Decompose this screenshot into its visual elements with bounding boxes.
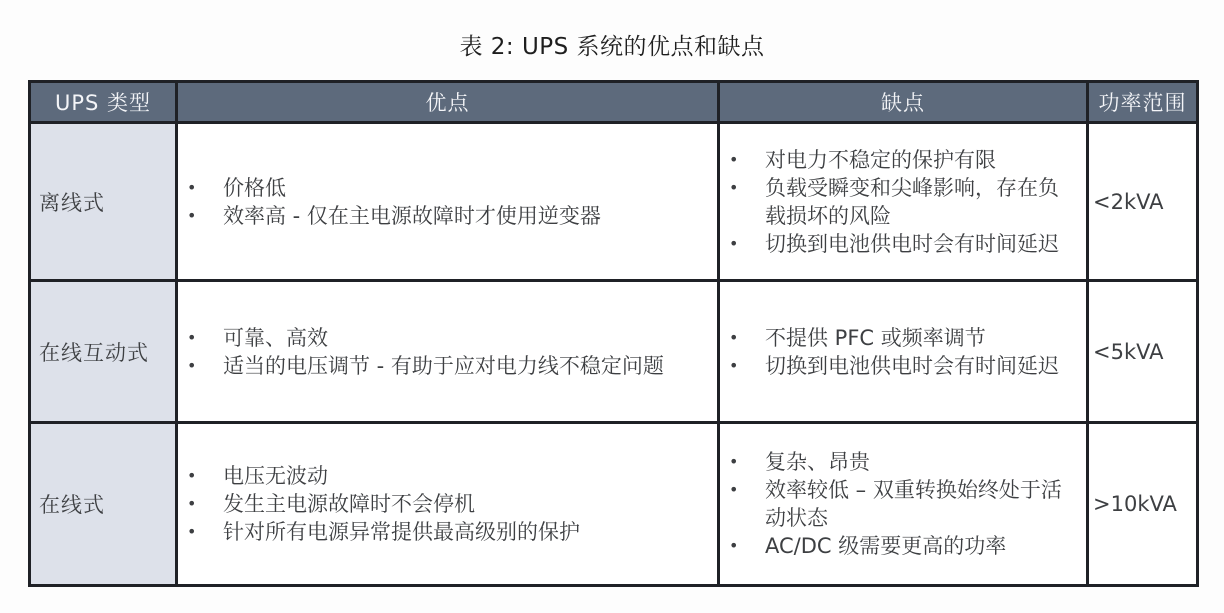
cell-power-range: <2kVA — [1088, 123, 1198, 281]
bullet-icon: • — [187, 466, 197, 485]
bullet-item — [184, 352, 699, 380]
bullet-icon: • — [729, 480, 739, 499]
bullet-text: 电压无波动 — [223, 464, 328, 488]
bullet-text: 发生主电源故障时不会停机 — [223, 492, 475, 516]
bullet-icon: • — [729, 233, 739, 253]
cons-list — [726, 324, 1068, 380]
table-header-row — [30, 82, 1198, 123]
bullet-icon: • — [187, 205, 197, 225]
bullet-text: 对电力不稳定的保护有限 — [765, 147, 996, 172]
cell-power-range: >10kVA — [1088, 423, 1198, 586]
bullet-text: AC/DC 级需要更高的功率 — [765, 534, 1007, 558]
table-row-offline — [30, 123, 1198, 281]
bullet-text: 切换到电池供电时会有时间延迟 — [765, 231, 1059, 256]
bullet-item — [184, 202, 699, 230]
bullet-text: 不提供 PFC 或频率调节 — [765, 325, 986, 350]
bullet-text: 效率高 - 仅在主电源故障时才使用逆变器 — [223, 203, 601, 228]
cell-cons — [719, 281, 1088, 423]
bullet-item — [726, 230, 1068, 258]
bullet-icon: • — [187, 177, 197, 197]
bullet-text: 效率较低 – 双重转换始终处于活动状态 — [765, 478, 1062, 530]
bullet-item — [184, 324, 699, 352]
cons-list — [726, 448, 1068, 560]
bullet-icon: • — [729, 355, 739, 375]
pros-list — [184, 462, 699, 546]
table-title: 表 2: UPS 系统的优点和缺点 — [459, 34, 765, 60]
bullet-text: 价格低 — [223, 175, 286, 200]
bullet-item — [726, 532, 1068, 560]
bullet-icon: • — [729, 536, 739, 555]
table-row-line-interactive — [30, 281, 1198, 423]
bullet-icon: • — [187, 494, 197, 513]
bullet-item — [726, 324, 1068, 352]
cell-pros — [177, 281, 719, 423]
bullet-item — [726, 476, 1068, 532]
bullet-text: 针对所有电源异常提供最高级别的保护 — [223, 520, 580, 544]
bullet-icon: • — [187, 522, 197, 541]
bullet-text: 复杂、昂贵 — [765, 450, 870, 474]
bullet-icon: • — [729, 177, 739, 197]
bullet-text: 切换到电池供电时会有时间延迟 — [765, 353, 1059, 378]
bullet-icon: • — [729, 327, 739, 347]
bullet-item — [726, 352, 1068, 380]
cell-power-range: <5kVA — [1088, 281, 1198, 423]
bullet-item — [726, 174, 1068, 230]
bullet-text: 负载受瞬变和尖峰影响，存在负载损坏的风险 — [765, 175, 1059, 228]
header-cons: 缺点 — [719, 82, 1088, 123]
cons-list — [726, 146, 1068, 258]
bullet-text: 适当的电压调节 - 有助于应对电力线不稳定问题 — [223, 353, 664, 378]
cell-cons — [719, 423, 1088, 586]
header-pros: 优点 — [177, 82, 719, 123]
bullet-icon: • — [729, 149, 739, 169]
bullet-item — [184, 174, 699, 202]
cell-ups-type: 离线式 — [30, 123, 177, 281]
bullet-item — [726, 448, 1068, 476]
table-row-online — [30, 423, 1198, 586]
bullet-icon: • — [729, 452, 739, 471]
header-ups-type: UPS 类型 — [30, 82, 177, 123]
cell-cons — [719, 123, 1088, 281]
cell-pros — [177, 423, 719, 586]
pros-list — [184, 324, 699, 380]
bullet-item — [184, 490, 699, 518]
bullet-icon: • — [187, 327, 197, 347]
bullet-item — [726, 146, 1068, 174]
bullet-icon: • — [187, 355, 197, 375]
bullet-item — [184, 518, 699, 546]
cell-ups-type: 在线互动式 — [30, 281, 177, 423]
cell-ups-type: 在线式 — [30, 423, 177, 586]
ups-comparison-table — [28, 80, 1199, 587]
cell-pros — [177, 123, 719, 281]
pros-list — [184, 174, 699, 230]
bullet-text: 可靠、高效 — [223, 325, 328, 350]
bullet-item — [184, 462, 699, 490]
header-power-range: 功率范围 — [1088, 82, 1198, 123]
